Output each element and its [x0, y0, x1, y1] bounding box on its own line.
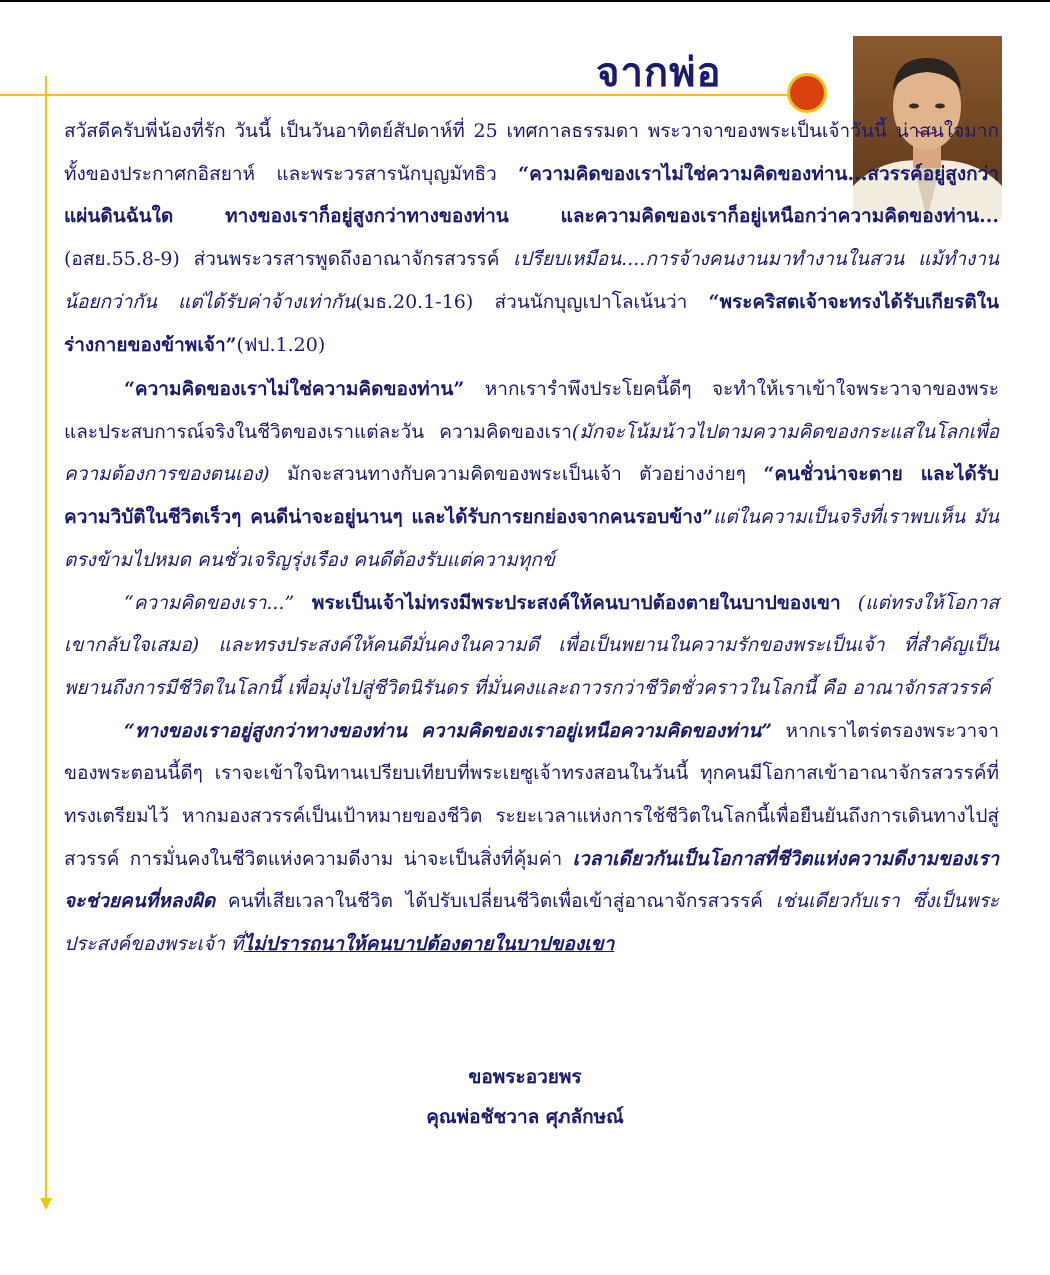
- text-italic: “ความคิดของเรา...”: [124, 591, 295, 614]
- text-span: หากเรารำพึงประโยคนี้ดีๆ จะทำให้เราเข้าใจพระวาจาของพระและประสบการณ์จริงในชีวิตของเราแต่ละวัน ความคิดของเรา: [64, 378, 999, 443]
- quote-bold: “พระคริสตเจ้าจะทรงได้รับเกียรติในร่างกายของข้าพเจ้า”: [64, 290, 999, 356]
- text-span: (ฟป.1.20): [236, 333, 326, 356]
- arrow-down-icon: [40, 1198, 52, 1210]
- underlined-bold-italic: ไม่ปรารถนาให้คนบาปต้องตายในบาปของเขา: [243, 933, 615, 956]
- text-italic: เปรียบเหมือน....การจ้างคนงานมาทำงานในสวน แม้ทำงานน้อยกว่ากัน แต่ได้รับค่าจ้างเท่ากัน: [64, 248, 999, 313]
- signature-name: คุณพ่อชัชวาล ศุภลักษณ์: [426, 1106, 624, 1128]
- text-italic: และทรงประสงค์ให้คนดีมั่นคงในความดี เพื่อเป็นพยานในความรักของพระเป็นเจ้า ที่สำคัญเป็นพยานถึงการมีชีวิตในโลกนี้ เพื่อมุ่งไปสู่ชีวิตนิรันดร ที่มั่นคงและถาวรกว่าชีวิตชั่วคราวในโลกนี้ คือ: [64, 634, 999, 699]
- quote-bold: “คนชั่วน่าจะตาย และได้รับความวิบัติในชีวิตเร็วๆ คนดีน่าจะอยู่นานๆ และได้รับการยกย่องจากคนรอบข้าง”: [64, 463, 999, 529]
- quote-bold-italic: เวลาเดียวกันเป็นโอกาสที่ชีวิตแห่งความดีงามของเรา จะช่วยคนที่หลงผิด: [64, 847, 999, 913]
- text-italic: แต่ในความเป็นจริงที่เราพบเห็น มันตรงข้ามไปหมด คนชั่วเจริญรุ่งเรือง คนดีต้องรับแต่ความทุกข์: [64, 506, 999, 571]
- text-span: (อสย.55.8-9) ส่วนพระวรสารพูดถึงอาณาจักรสวรรค์: [64, 248, 500, 271]
- text-italic: (มักจะโน้มน้าวไปตามความคิดของกระแสในโลกเพื่อความต้องการของตนเอง): [64, 420, 999, 486]
- text-span: สวัสดีครับพี่น้องที่รัก วันนี้ เป็นวันอาทิตย์สัปดาห์ที่ 25 เทศกาลธรรมดา พระวาจาของพระเป็นเจ้าวันนี้ น่าสนใจมาก ทั้งของประกาศกอิสยาห์ และพระวรสารนักบุญมัทธิว: [64, 120, 999, 185]
- text-italic: อาณาจักรสวรรค์: [852, 676, 991, 699]
- signature-blessing: ขอพระอวยพร: [468, 1066, 582, 1088]
- paragraph-4: [64, 710, 999, 966]
- text-span: หากเราไตร่ตรองพระวาจาของพระตอนนี้ดีๆ เราจะเข้าใจนิทานเปรียบเทียบที่พระเยซูเจ้าทรงสอนในวันนี้ ทุกคนมีโอกาสเข้าอาณาจักรสวรรค์ที่ทรงเตรียมไว้ หากมองสวรรค์เป็นเป้าหมายของชีวิต ระยะเวลาแห่งการใช้ชีวิตในโลกนี้เพื่อยืนยันถึงการเดินทางไปสู่สวรรค์ การมั่นคงในชีวิตแห่งความดีงาม น่าจะเป็นสิ่งที่คุ้มค่า: [64, 719, 1000, 870]
- text-span: (มธ.20.1-16) ส่วนนักบุญเปาโลเน้นว่า: [355, 290, 709, 313]
- body-text-2: [64, 368, 999, 966]
- paragraph-1: [64, 120, 999, 356]
- quote-bold: “ความคิดของเราไม่ใช่ความคิดของท่าน...สวรรค์อยู่สูงกว่าแผ่นดินฉันใด ทางของเราก็อยู่สูงกว่าทางของท่าน และความคิดของเราก็อยู่เหนือกว่าความคิดของท่าน...: [64, 162, 999, 228]
- text-italic: เช่นเดียวกับเรา ซึ่งเป็นพระประสงค์ของพระเจ้า ที่: [64, 890, 1000, 956]
- quote-bold-italic: “ทางของเราอยู่สูงกว่าทางของท่าน ความคิดของเราอยู่เหนือความคิดของท่าน”: [124, 719, 773, 742]
- body-text: [64, 110, 999, 366]
- text-span: คนที่เสียเวลาในชีวิต ได้ปรับเปลี่ยนชีวิตเพื่อเข้าสู่อาณาจักรสวรรค์: [215, 890, 763, 913]
- text-span: มักจะสวนทางกับความคิดของพระเป็นเจ้า ตัวอย่างง่ายๆ: [269, 463, 764, 486]
- paragraph-3: [64, 582, 999, 710]
- orange-circle-ornament: [790, 76, 824, 110]
- text-italic: (แต่ทรงให้โอกาสเขากลับใจเสมอ): [64, 591, 999, 657]
- quote-bold: พระเป็นเจ้าไม่ทรงมีพระประสงค์ให้คนบาปต้องตายในบาปของเขา: [294, 591, 841, 614]
- paragraph-2: [64, 368, 999, 582]
- margin-rule: [45, 76, 47, 1198]
- quote-bold: “ความคิดของเราไม่ใช่ความคิดของท่าน”: [124, 378, 465, 400]
- top-border: [0, 0, 1050, 2]
- page-title: จากพ่อ: [596, 50, 722, 96]
